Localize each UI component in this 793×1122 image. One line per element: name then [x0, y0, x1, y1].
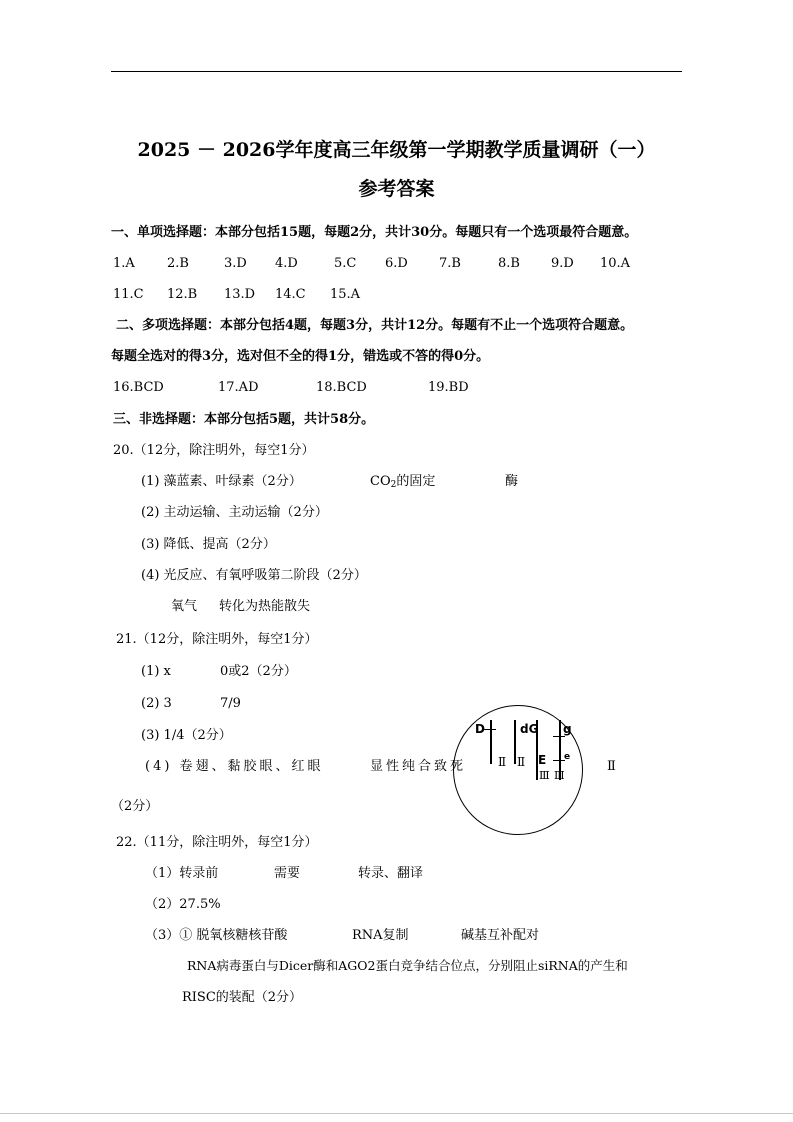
section2-header-1: 二、多项选择题：本部分包括4题，每题3分，共计12分。每题有不止一个选项符合题意。 [116, 318, 634, 333]
q22-line1-a: （1）转录前 [145, 866, 219, 881]
answer-4: 4.D [275, 256, 298, 271]
section2-header-2: 每题全选对的得3分，选对但不全的得1分，错选或不答的得0分。 [111, 349, 490, 364]
answer-13: 13.D [224, 287, 256, 302]
q21-line1-b: 0或2（2分） [220, 664, 297, 679]
chromosome-label-III-1: Ⅲ [539, 769, 550, 782]
q20-line1-a: (1) 藻蓝素、叶绿素（2分） [141, 474, 302, 489]
q21-line3: (3) 1/4（2分） [141, 728, 232, 743]
q22-line1-b: 需要 [274, 866, 301, 881]
q22-line3-b: RNA复制 [352, 928, 409, 943]
answer-1: 1.A [113, 256, 135, 271]
gene-label-g: g [563, 722, 572, 736]
q22-line4: RNA病毒蛋白与Dicer酶和AGO2蛋白竞争结合位点，分别阻止siRNA的产生和 [187, 958, 628, 973]
q20-line3: (3) 降低、提高（2分） [141, 537, 276, 552]
answer-3: 3.D [224, 256, 247, 271]
q20-line1-b: $CO_2$的固定 [370, 474, 436, 490]
q20-line1-c: 酶 [505, 474, 519, 489]
locus-mark [484, 729, 496, 730]
answer-8: 8.B [498, 256, 520, 271]
q22-line5: RISC的装配（2分） [182, 990, 303, 1005]
answer-9: 9.D [551, 256, 574, 271]
answer-19: 19.BD [428, 380, 469, 395]
q22-line3-a: （3）① 脱氧核糖核苷酸 [145, 928, 288, 943]
chromosome-2 [514, 720, 516, 764]
page-subtitle: 参考答案 [358, 178, 435, 200]
answer-12: 12.B [167, 287, 198, 302]
answer-5: 5.C [334, 256, 357, 271]
answer-7: 7.B [439, 256, 461, 271]
gene-label-D: D [475, 722, 485, 736]
gene-label-E: E [538, 753, 547, 767]
answer-10: 10.A [600, 256, 631, 271]
chromosome-label-II-2: Ⅱ [517, 755, 526, 769]
q21-line2-a: (2) 3 [141, 696, 172, 711]
chromosome-label-III-2: Ⅲ [554, 769, 565, 782]
answer-6: 6.D [385, 256, 408, 271]
answer-16: 16.BCD [113, 380, 164, 395]
q21-header: 21.（12分，除注明外，每空1分） [116, 632, 318, 647]
answer-17: 17.AD [218, 380, 259, 395]
q21-line2-b: 7/9 [220, 696, 241, 711]
q22-line3-c: 碱基互补配对 [461, 928, 540, 943]
q22-line1-c: 转录、翻译 [358, 866, 424, 881]
chromosome-1 [490, 720, 492, 764]
header-rule [111, 71, 682, 72]
q20-line5-a: 氧气 [171, 599, 198, 614]
locus-mark [553, 736, 565, 737]
q22-header: 22.（11分，除注明外，每空1分） [116, 835, 318, 850]
answer-2: 2.B [167, 256, 189, 271]
answer-11: 11.C [113, 287, 144, 302]
q20-header: 20.（12分，除注明外，每空1分） [113, 443, 315, 458]
chromosome-diagram [453, 705, 583, 835]
q21-line1-a: (1) x [141, 664, 171, 679]
q21-line4-c: Ⅱ [607, 759, 616, 774]
section1-header: 一、单项选择题：本部分包括15题，每题2分，共计30分。每题只有一个选项最符合题意。 [111, 225, 638, 240]
q20-line5-b: 转化为热能散失 [219, 599, 311, 614]
gene-label-e: e [564, 752, 571, 762]
chromosome-label-II-1: Ⅱ [498, 755, 507, 769]
footer-rule [0, 1113, 793, 1114]
gene-label-dG: dG [520, 722, 539, 736]
q20-line2: (2) 主动运输、主动运输（2分） [141, 505, 328, 520]
q21-line4-b: 显性纯合致死 [370, 759, 467, 774]
q20-line4: (4) 光反应、有氧呼吸第二阶段（2分） [141, 568, 367, 583]
answer-14: 14.C [275, 287, 306, 302]
section3-header: 三、非选择题：本部分包括5题，共计58分。 [113, 412, 375, 427]
q22-line2: （2）27.5% [145, 897, 221, 912]
answer-18: 18.BCD [316, 380, 367, 395]
q21-line4-a: (4) 卷翅、黏胶眼、红眼 [145, 759, 324, 774]
q21-line5: （2分） [111, 799, 159, 814]
page-title: 2025 － 2026学年度高三年级第一学期教学质量调研（一） [137, 139, 656, 161]
answer-15: 15.A [330, 287, 361, 302]
